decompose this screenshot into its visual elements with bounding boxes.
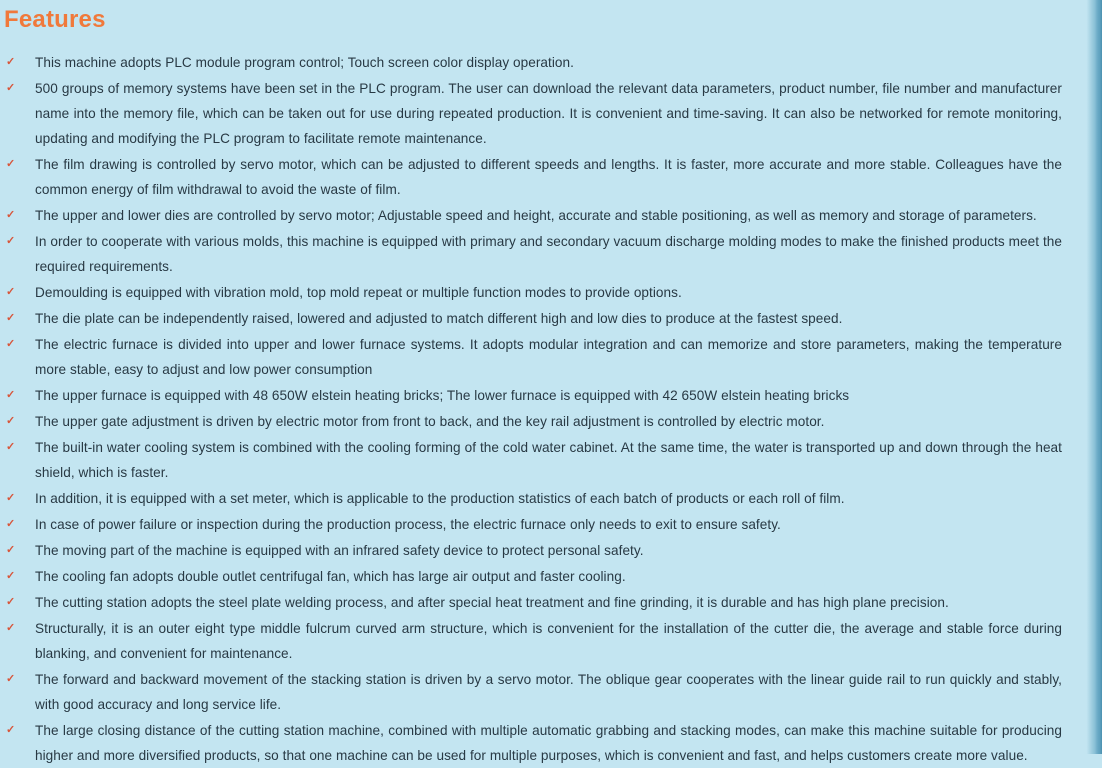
feature-text: The moving part of the machine is equipped with an infrared safety device to protect personal safety.: [35, 543, 644, 558]
feature-text: In case of power failure or inspection during the production process, the electric furnace only needs to exit to ensure safety.: [35, 517, 781, 532]
feature-item: [4, 718, 1062, 768]
checkmark-icon: ✓: [6, 389, 16, 401]
feature-item: [4, 383, 1062, 408]
feature-text: The large closing distance of the cutting station machine, combined with multiple automatic grabbing and stacking modes, can make this machine suitable for producing higher and more diversified products, so that one machine can be used for multiple purposes, which is convenient and fast, and helps customers create more value.: [35, 723, 1062, 763]
feature-text: The forward and backward movement of the stacking station is driven by a servo motor. The oblique gear cooperates with the linear guide rail to run quickly and stably, with good accuracy and long service life.: [35, 672, 1062, 712]
feature-item: [4, 486, 1062, 511]
feature-item: [4, 435, 1062, 485]
checkmark-icon: ✓: [6, 518, 16, 530]
checkmark-icon: ✓: [6, 441, 16, 453]
feature-item: [4, 538, 1062, 563]
feature-text: The cutting station adopts the steel plate welding process, and after special heat treatment and fine grinding, it is durable and has high plane precision.: [35, 595, 949, 610]
feature-text: The upper furnace is equipped with 48 650W elstein heating bricks; The lower furnace is equipped with 42 650W elstein heating bricks: [35, 388, 850, 403]
page-title: Features: [4, 6, 106, 33]
checkmark-icon: ✓: [6, 286, 16, 298]
checkmark-icon: ✓: [6, 338, 16, 350]
checkmark-icon: ✓: [6, 312, 16, 324]
checkmark-icon: ✓: [6, 82, 16, 94]
checkmark-icon: ✓: [6, 622, 16, 634]
feature-item: [4, 50, 1062, 75]
feature-text: The upper and lower dies are controlled by servo motor; Adjustable speed and height, accurate and stable positioning, as well as memory and storage of parameters.: [35, 208, 1037, 223]
checkmark-icon: ✓: [6, 724, 16, 736]
checkmark-icon: ✓: [6, 209, 16, 221]
checkmark-icon: ✓: [6, 596, 16, 608]
feature-item: [4, 590, 1062, 615]
feature-item: [4, 203, 1062, 228]
feature-text: In addition, it is equipped with a set meter, which is applicable to the production statistics of each batch of products or each roll of film.: [35, 491, 845, 506]
feature-item: [4, 409, 1062, 434]
checkmark-icon: ✓: [6, 415, 16, 427]
feature-text: The upper gate adjustment is driven by electric motor from front to back, and the key rail adjustment is controlled by electric motor.: [35, 414, 825, 429]
checkmark-icon: ✓: [6, 158, 16, 170]
feature-text: Structurally, it is an outer eight type middle fulcrum curved arm structure, which is convenient for the installation of the cutter die, the average and stable force during blanking, and convenient for maintenance.: [35, 621, 1062, 661]
feature-item: [4, 616, 1062, 666]
feature-item: [4, 152, 1062, 202]
checkmark-icon: ✓: [6, 673, 16, 685]
feature-item: [4, 564, 1062, 589]
feature-text: The built-in water cooling system is combined with the cooling forming of the cold water cabinet. At the same time, the water is transported up and down through the heat shield, which is faster.: [35, 440, 1062, 480]
checkmark-icon: ✓: [6, 56, 16, 68]
feature-item: [4, 306, 1062, 331]
features-list: [4, 50, 1102, 768]
feature-text: The die plate can be independently raised, lowered and adjusted to match different high and low dies to produce at the fastest speed.: [35, 311, 843, 326]
feature-item: [4, 512, 1062, 537]
feature-item: [4, 229, 1062, 279]
checkmark-icon: ✓: [6, 544, 16, 556]
feature-item: [4, 332, 1062, 382]
feature-item: [4, 280, 1062, 305]
feature-text: The electric furnace is divided into upper and lower furnace systems. It adopts modular integration and can memorize and store parameters, making the temperature more stable, easy to adjust and low power consumption: [35, 337, 1062, 377]
feature-text: In order to cooperate with various molds, this machine is equipped with primary and secondary vacuum discharge molding modes to make the finished products meet the required requirements.: [35, 234, 1062, 274]
feature-text: 500 groups of memory systems have been set in the PLC program. The user can download the relevant data parameters, product number, file number and manufacturer name into the memory file, which can be taken out for use during repeated production. It is convenient and time-saving. It can also be networked for remote monitoring, updating and modifying the PLC program to facilitate remote maintenance.: [35, 81, 1062, 146]
feature-item: [4, 667, 1062, 717]
feature-item: [4, 76, 1062, 151]
checkmark-icon: ✓: [6, 492, 16, 504]
feature-text: This machine adopts PLC module program control; Touch screen color display operation.: [35, 55, 574, 70]
checkmark-icon: ✓: [6, 570, 16, 582]
feature-text: The cooling fan adopts double outlet centrifugal fan, which has large air output and faster cooling.: [35, 569, 626, 584]
checkmark-icon: ✓: [6, 235, 16, 247]
feature-text: The film drawing is controlled by servo motor, which can be adjusted to different speeds and lengths. It is faster, more accurate and more stable. Colleagues have the common energy of film withdrawal to avoid the waste of film.: [35, 157, 1062, 197]
feature-text: Demoulding is equipped with vibration mold, top mold repeat or multiple function modes to provide options.: [35, 285, 682, 300]
